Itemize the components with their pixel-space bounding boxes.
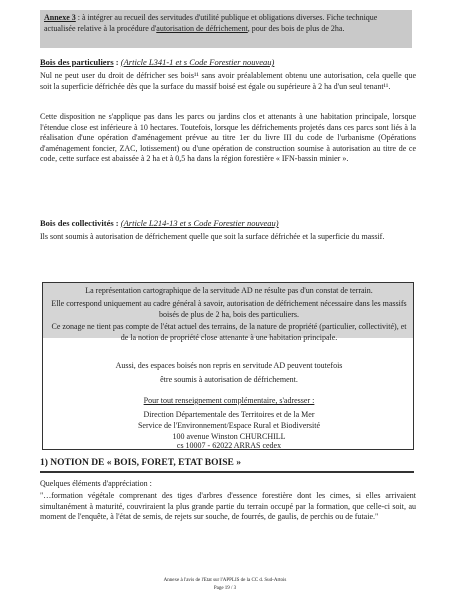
heading-collectivites [40, 218, 279, 229]
annex-text-after: , pour des bois de plus de 2ha. [247, 24, 345, 33]
collectivites-paragraph-1: Ils sont soumis à autorisation de défrichement quelle que soit la surface défrichée et la superficie du massif. [40, 232, 385, 241]
notion-quote: "…formation végétale comprenant des tiges d'arbres d'essence forestière dont les cimes, si elles arrivaient simultanément à maturité, couvriraient la plus grande partie du terrain occupé par la formation, que celle-ci soit, au moment de l'enquête, à l'état de semis, de rejets sur souche, de fourrés, de gaulis, de perchis ou de futaie." [40, 491, 416, 522]
heading-collectivites-sep: : [113, 218, 121, 228]
annex-link: autorisation de défrichement [156, 24, 248, 33]
notice-line-2: Elle correspond uniquement au cadre général à savoir, autorisation de défrichement nécessaire dans les massifs boisés de plus de 2 ha, bois des particuliers. [51, 299, 407, 319]
notice-line-4: Aussi, des espaces boisés non repris en servitude AD peuvent toutefois [115, 361, 343, 370]
notice-contact-intro-text: Pour tout renseignement complémentaire, s'adresser : [143, 396, 315, 405]
servitude-notice-box [42, 282, 414, 450]
notice-address-2: cs 10007 - 62022 ARRAS cedex [176, 441, 282, 450]
notice-address-1: 100 avenue Winston CHURCHILL [172, 432, 286, 441]
heading-particuliers [40, 57, 274, 68]
article-particuliers: (Article L341-1 et s Code Forestier nouveau) [120, 57, 275, 67]
annex-text-before: : à intégrer au recueil des servitudes d'utilité publique et obligations diverses. Fiche technique actualisée relative à la procédure d' [44, 13, 378, 33]
footer-line-1: Annexe à l'avis de l'Etat sur l'APPLIS de la CC d. Sud-Artois [163, 578, 287, 583]
annex-box [40, 10, 412, 48]
notice-org-1: Direction Départementale des Territoires et de la Mer [143, 410, 315, 419]
notion-intro: Quelques éléments d'appréciation : [40, 479, 152, 488]
notice-line-5: être soumis à autorisation de défrichement. [160, 375, 298, 384]
footer-page-number: Page 19 / 3 [213, 586, 237, 591]
section-divider [40, 471, 414, 473]
notice-contact-intro [49, 396, 409, 407]
annex-label: Annexe 3 [44, 13, 76, 22]
heading-particuliers-title: Bois des particuliers [40, 57, 114, 67]
heading-particuliers-sep: : [113, 57, 121, 67]
heading-collectivites-title: Bois des collectivités [40, 218, 114, 228]
particuliers-paragraph-2: Cette disposition ne s'applique pas dans les parcs ou jardins clos et attenants à une habitation principale, lorsque l'étendue close est inférieure à 10 hectares. Toutefois, lorsque les défrichements projetés dans ces parcs sont liés à la réalisation d'une opération d'aménagement prévue au titre 1er du livre III du code de l'urbanisme (Opérations d'aménagement foncier, ZAC, lotissement) ou d'une opération de construction soumise à autorisation au titre de ce code, cette surface est abaissée à 2 ha et à 0,5 ha dans la région forestière « IFN-bassin minier ». [40, 112, 416, 164]
notion-heading: 1) NOTION DE « BOIS, FORET, ETAT BOISE » [40, 458, 241, 468]
notice-line-1: La représentation cartographique de la servitude AD ne résulte pas d'un constat de terrain. [85, 286, 373, 295]
notice-org-2: Service de l'Environnement/Espace Rural et Biodiversité [137, 421, 321, 430]
article-collectivites: (Article L214-13 et s Code Forestier nouveau) [120, 218, 279, 228]
particuliers-paragraph-1: Nul ne peut user du droit de défricher ses bois¹¹ sans avoir préalablement obtenu une autorisation, cela quelle que soit la superficie défrichée dès que la surface du massif boisé est égale ou supérieure à 2 ha d'un seul tenant¹¹. [40, 71, 416, 91]
notice-line-3: Ce zonage ne tient pas compte de l'état actuel des terrains, de la nature de propriété (particulier, collectivité), et de la notion de propriété close attenante à une habitation principale. [51, 322, 407, 342]
